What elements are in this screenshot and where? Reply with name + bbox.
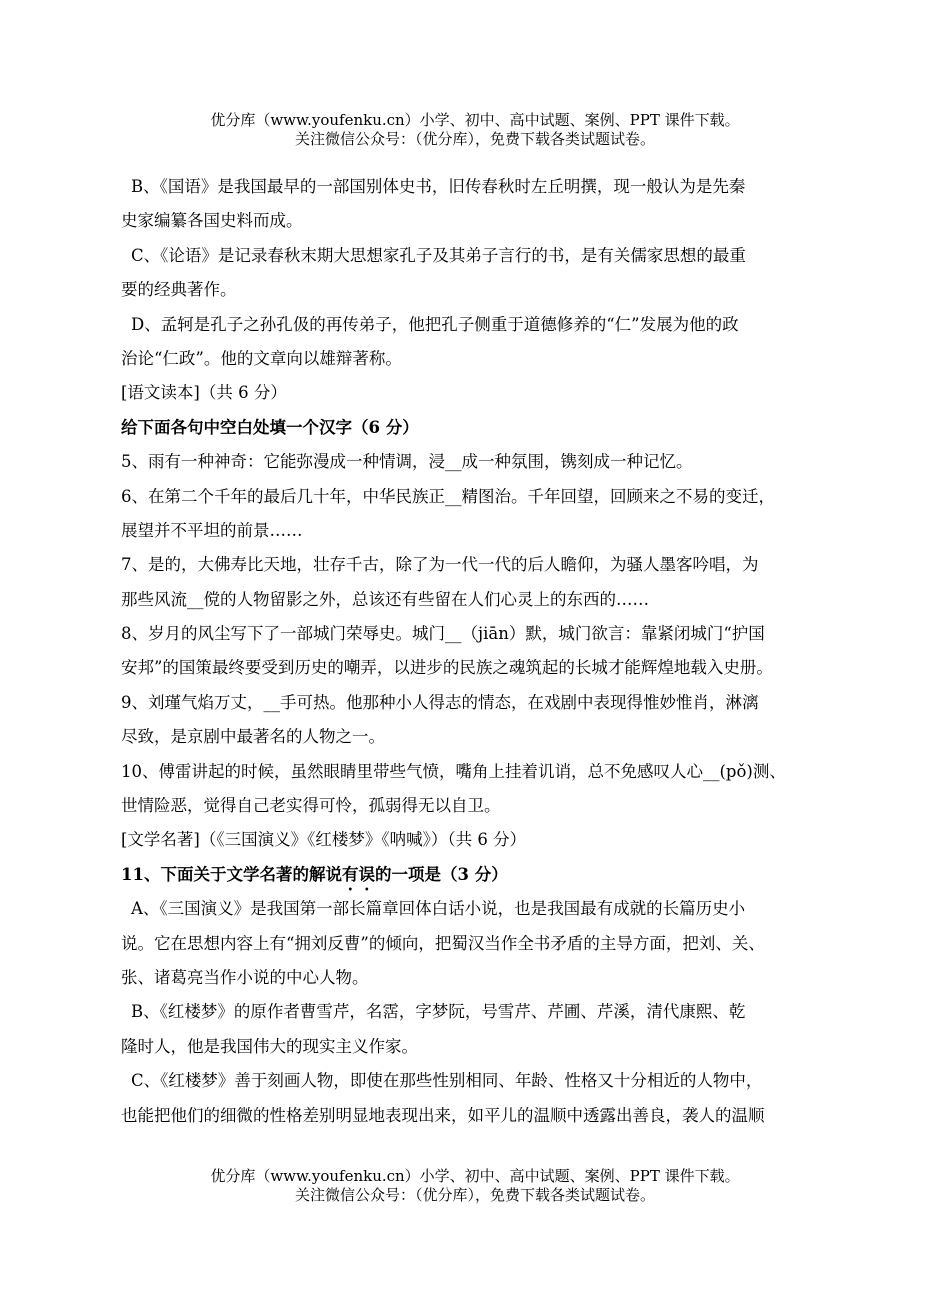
footer-line-2: 关注微信公众号：（优分库），免费下载各类试题试卷。 [294, 1186, 655, 1204]
page-footer [0, 1167, 950, 1205]
option-a-sanguo: A、《三国演义》是我国第一部长篇章回体白话小说，也是我国最有成就的长篇历史小 [131, 899, 746, 919]
question-11-suffix: 的一项是（3 分） [374, 864, 508, 884]
option-b-guoyu-cont: 史家编纂各国史料而成。 [121, 211, 303, 231]
question-7: 7、是的，大佛寿比天地，壮存千古，除了为一代一代的后人瞻仰，为骚人墨客吟唱，为 [121, 555, 759, 575]
option-c-hongloumeng-cont: 也能把他们的细微的性格差别明显地表现出来，如平儿的温顺中透露出善良，袭人的温顺 [121, 1105, 765, 1125]
question-11 [121, 858, 837, 892]
option-c-hongloumeng: C、《红楼梦》善于刻画人物，即使在那些性别相同、年龄、性格又十分相近的人物中， [131, 1071, 763, 1091]
document-body [121, 170, 837, 1133]
header-line-1: 优分库（www.youfenku.cn）小学、初中、高中试题、案例、PPT 课件下载。 [210, 111, 740, 129]
option-b-hongloumeng: B、《红楼梦》的原作者曹雪芹，名霑，字梦阮，号雪芹、芹圃、芹溪，清代康熙、乾 [131, 1002, 746, 1022]
option-a-sanguo-cont-2: 张、诸葛亮当作小说的中心人物。 [121, 967, 369, 987]
question-7-cont: 那些风流__傥的人物留影之外，总该还有些留在人们心灵上的东西的…… [121, 589, 649, 609]
option-c-lunyu: C、《论语》是记录春秋末期大思想家孔子及其弟子言行的书，是有关儒家思想的最重 [131, 245, 746, 265]
option-c-lunyu-cont: 要的经典著作。 [121, 280, 237, 300]
question-11-emphasis: 有误 [341, 864, 375, 884]
question-9: 9、刘瑾气焰万丈，__手可热。他那种小人得志的情态，在戏剧中表现得惟妙惟肖，淋漓 [121, 692, 759, 712]
question-10: 10、傅雷讲起的时候，虽然眼睛里带些气愤，嘴角上挂着讥诮，总不免感叹人心__(pǒ)测、 [121, 761, 786, 781]
option-d-mengke-cont: 治论“仁政”。他的文章向以雄辩著称。 [121, 348, 402, 368]
question-6: 6、在第二个千年的最后几十年，中华民族正__精图治。千年回望，回顾来之不易的变迁， [121, 486, 775, 506]
question-8-cont: 安邦”的国策最终要受到历史的嘲弄，以进步的民族之魂筑起的长城才能辉煌地载入史册。 [121, 658, 773, 678]
option-d-mengke: D、孟轲是孔子之孙孔伋的再传弟子，他把孔子侧重于道德修养的“仁”发展为他的政 [131, 314, 739, 334]
section-classics-heading: [文学名著]（《三国演义》《红楼梦》《呐喊》）（共 6 分） [121, 830, 527, 850]
fill-in-instruction: 给下面各句中空白处填一个汉字（6 分） [121, 417, 419, 437]
question-5: 5、雨有一种神奇：它能弥漫成一种情调，浸__成一种氛围，镌刻成一种记忆。 [121, 452, 693, 472]
question-11-prefix: 11、下面关于文学名著的解说 [121, 864, 342, 884]
page-header [0, 111, 950, 149]
option-b-guoyu: B、《国语》是我国最早的一部国别体史书，旧传春秋时左丘明撰，现一般认为是先秦 [131, 177, 746, 196]
option-a-sanguo-cont-1: 说。它在思想内容上有“拥刘反曹”的倾向，把蜀汉当作全书矛盾的主导方面，把刘、关、 [121, 933, 765, 953]
section-reader-heading: [语文读本]（共 6 分） [121, 383, 287, 403]
question-6-cont: 展望并不平坦的前景…… [121, 520, 303, 540]
option-b-hongloumeng-cont: 隆时人，他是我国伟大的现实主义作家。 [121, 1036, 418, 1056]
question-10-cont: 世情险恶，觉得自己老实得可怜，孤弱得无以自卫。 [121, 796, 501, 816]
header-line-2: 关注微信公众号：（优分库），免费下载各类试题试卷。 [294, 130, 655, 148]
question-9-cont: 尽致，是京剧中最著名的人物之一。 [121, 727, 385, 747]
footer-line-1: 优分库（www.youfenku.cn）小学、初中、高中试题、案例、PPT 课件下载。 [210, 1167, 740, 1185]
question-8: 8、岁月的风尘写下了一部城门荣辱史。城门__（jiān）默，城门欲言：靠紧闭城门“护国 [121, 624, 765, 644]
